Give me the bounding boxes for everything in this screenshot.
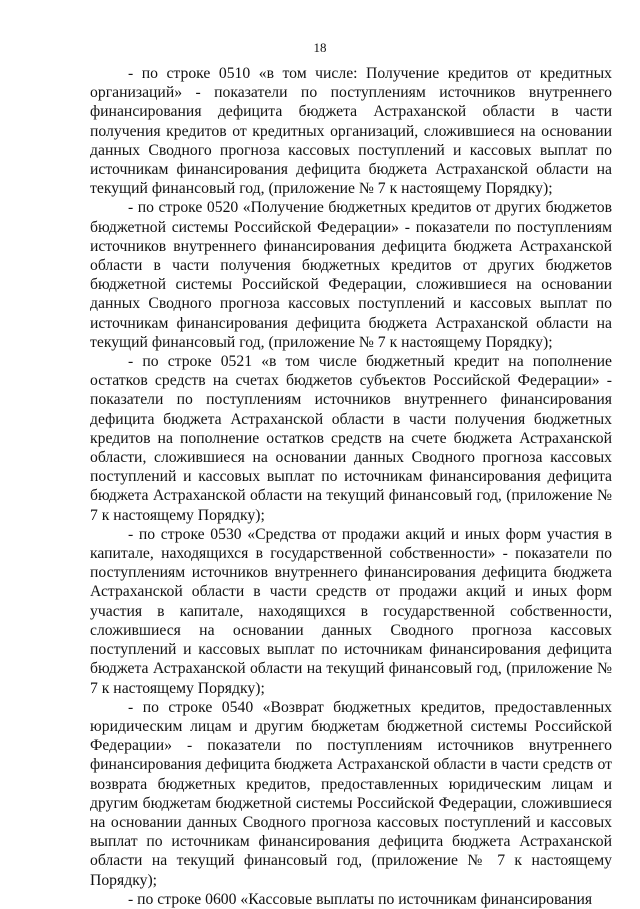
paragraph-line-0520: - по строке 0520 «Получение бюджетных кредитов от других бюджетов бюджетной системы Российской Федерации» - показатели по поступлениям источников внутреннего финансирования дефицита бюджета Астраханской области в части получения бюджетных кредитов от других бюджетов бюджетной системы Российской Федерации, сложившиеся на основании данных Сводного прогноза кассовых поступлений и кассовых выплат по источникам финансирования дефицита бюджета Астраханской области на текущий финансовый год, (приложение № 7 к настоящему Порядку);	[90, 199, 612, 351]
paragraph-line-0600: - по строке 0600 «Кассовые выплаты по источникам финансирования	[128, 890, 593, 908]
paragraph-line-0521: - по строке 0521 «в том числе бюджетный кредит на пополнение остатков средств на счетах бюджетов субъектов Российской Федерации» - показатели по поступлениям источников внутреннего финансирования дефицита бюджета Астраханской области в части получения бюджетных кредитов на пополнение остатков средств на счете бюджета Астраханской области, сложившиеся на основании данных Сводного прогноза кассовых поступлений и кассовых выплат по источникам финансирования дефицита бюджета Астраханской области на текущий финансовый год, (приложение № 7 к настоящему Порядку);	[90, 353, 612, 524]
paragraph-line-0530: - по строке 0530 «Средства от продажи акций и иных форм участия в капитале, находящихся в государственной собственности» - показатели по поступлениям источников внутреннего финансирования дефицита бюджета Астраханской области в части средств от продажи акций и иных форм участия в капитале, находящихся в государственной собственности, сложившиеся на основании данных Сводного прогноза кассовых поступлений и кассовых выплат по источникам финансирования дефицита бюджета Астраханской области на текущий финансовый год, (приложение № 7 к настоящему Порядку);	[90, 525, 612, 697]
document-body	[90, 64, 612, 909]
paragraph-line-0510: - по строке 0510 «в том числе: Получение кредитов от кредитных организаций» - показатели по поступлениям источников внутреннего финансирования дефицита бюджета Астраханской области в части получения кредитов от кредитных организаций, сложившиеся на основании данных Сводного прогноза кассовых поступлений и кассовых выплат по источникам финансирования дефицита бюджета Астраханской области на текущий финансовый год, (приложение № 7 к настоящему Порядку);	[90, 65, 612, 198]
page-number: 18	[313, 40, 327, 55]
paragraph-line-0540: - по строке 0540 «Возврат бюджетных кредитов, предоставленных юридическим лицам и другим бюджетам бюджетной системы Российской Федерации» - показатели по поступлениям источников внутреннего финансирования дефицита бюджета Астраханской области в части средств от возврата бюджетных кредитов, предоставленных юридическим лицам и другим бюджетам бюджетной системы Российской Федерации, сложившиеся на основании данных Сводного прогноза кассовых поступлений и кассовых выплат по источникам финансирования дефицита бюджета Астраханской области на текущий финансовый год, (приложение № 7 к настоящему Порядку);	[90, 698, 612, 889]
